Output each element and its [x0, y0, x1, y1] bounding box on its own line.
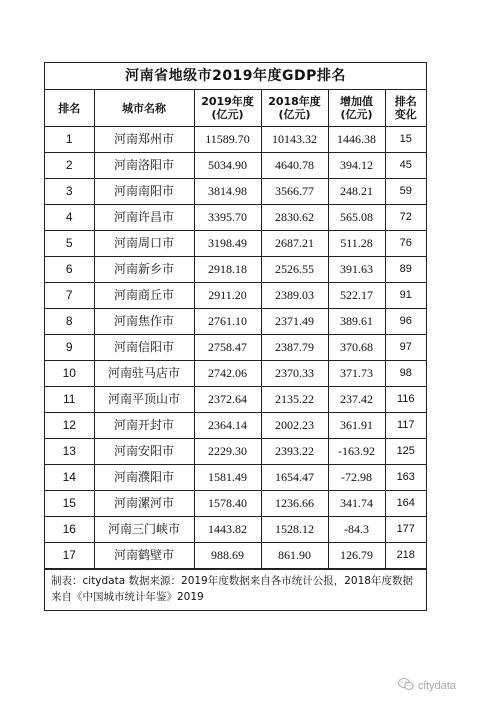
header-gdp2019-line2: (亿元) [211, 108, 244, 121]
header-change-line2: 变化 [394, 108, 417, 121]
cell-gdp2019: 988.69 [194, 543, 261, 569]
cell-gdp2019: 3814.98 [194, 179, 261, 205]
cell-rank: 17 [45, 543, 94, 569]
header-gdp2018 [261, 90, 328, 127]
header-gdp2018-line2: (亿元) [278, 108, 311, 121]
cell-city: 河南许昌市 [94, 205, 194, 231]
cell-gdp2019: 1443.82 [194, 517, 261, 543]
cell-city: 河南郑州市 [94, 127, 194, 153]
cell-gdp2018: 2526.55 [261, 257, 328, 283]
header-change-line1: 排名 [394, 95, 417, 108]
cell-change: 96 [385, 309, 426, 335]
cell-rank: 4 [45, 205, 94, 231]
cell-rank: 2 [45, 153, 94, 179]
cell-rank: 7 [45, 283, 94, 309]
header-gdp2018-line1: 2018年度 [268, 95, 321, 108]
cell-city: 河南驻马店市 [94, 361, 194, 387]
cell-change: 117 [385, 413, 426, 439]
cell-increase: -72.98 [328, 465, 385, 491]
cell-gdp2018: 2370.33 [261, 361, 328, 387]
cell-city: 河南信阳市 [94, 335, 194, 361]
cell-rank: 5 [45, 231, 94, 257]
cell-change: 97 [385, 335, 426, 361]
cell-gdp2018: 2135.22 [261, 387, 328, 413]
cell-increase: 371.73 [328, 361, 385, 387]
cell-gdp2018: 861.90 [261, 543, 328, 569]
cell-change: 45 [385, 153, 426, 179]
cell-city: 河南开封市 [94, 413, 194, 439]
cell-change: 72 [385, 205, 426, 231]
cell-increase: 1446.38 [328, 127, 385, 153]
header-gdp2019 [194, 90, 261, 127]
cell-city: 河南漯河市 [94, 491, 194, 517]
wechat-icon [398, 677, 414, 694]
cell-city: 河南商丘市 [94, 283, 194, 309]
cell-increase: 394.12 [328, 153, 385, 179]
cell-increase: 565.08 [328, 205, 385, 231]
table-row [45, 491, 426, 517]
cell-change: 91 [385, 283, 426, 309]
table-row [45, 205, 426, 231]
table-row [45, 335, 426, 361]
cell-increase: 370.68 [328, 335, 385, 361]
header-increase-line1: 增加值 [340, 95, 373, 108]
cell-increase: 511.28 [328, 231, 385, 257]
cell-city: 河南焦作市 [94, 309, 194, 335]
table-row [45, 257, 426, 283]
cell-gdp2019: 2372.64 [194, 387, 261, 413]
cell-city: 河南周口市 [94, 231, 194, 257]
cell-increase: 361.91 [328, 413, 385, 439]
cell-rank: 1 [45, 127, 94, 153]
cell-gdp2019: 2229.30 [194, 439, 261, 465]
cell-change: 76 [385, 231, 426, 257]
cell-increase: 248.21 [328, 179, 385, 205]
table-row [45, 127, 426, 153]
cell-change: 15 [385, 127, 426, 153]
cell-gdp2019: 2364.14 [194, 413, 261, 439]
gdp-ranking-document [44, 62, 427, 611]
cell-increase: 237.42 [328, 387, 385, 413]
cell-gdp2019: 11589.70 [194, 127, 261, 153]
gdp-table [45, 90, 426, 569]
cell-increase: 389.61 [328, 309, 385, 335]
cell-rank: 12 [45, 413, 94, 439]
cell-change: 125 [385, 439, 426, 465]
cell-increase: 522.17 [328, 283, 385, 309]
cell-rank: 15 [45, 491, 94, 517]
cell-rank: 11 [45, 387, 94, 413]
cell-gdp2018: 2830.62 [261, 205, 328, 231]
cell-gdp2018: 1654.47 [261, 465, 328, 491]
table-row [45, 543, 426, 569]
cell-city: 河南三门峡市 [94, 517, 194, 543]
header-increase-line2: (亿元) [340, 108, 373, 121]
cell-rank: 10 [45, 361, 94, 387]
source-note: 制表：citydata 数据来源：2019年度数据来自各市统计公报，2018年度数据来自《中国城市统计年鉴》2019 [45, 569, 426, 610]
cell-gdp2019: 2918.18 [194, 257, 261, 283]
cell-rank: 8 [45, 309, 94, 335]
cell-city: 河南鹤壁市 [94, 543, 194, 569]
cell-change: 59 [385, 179, 426, 205]
cell-gdp2018: 2687.21 [261, 231, 328, 257]
cell-gdp2018: 10143.32 [261, 127, 328, 153]
table-row [45, 465, 426, 491]
header-change [385, 90, 426, 127]
table-row [45, 387, 426, 413]
header-rank: 排名 [45, 90, 94, 127]
cell-gdp2018: 3566.77 [261, 179, 328, 205]
cell-gdp2019: 1578.40 [194, 491, 261, 517]
cell-gdp2019: 2761.10 [194, 309, 261, 335]
cell-gdp2018: 2002.23 [261, 413, 328, 439]
cell-gdp2019: 5034.90 [194, 153, 261, 179]
cell-gdp2018: 2389.03 [261, 283, 328, 309]
cell-change: 163 [385, 465, 426, 491]
header-row [45, 90, 426, 127]
cell-increase: 126.79 [328, 543, 385, 569]
cell-gdp2018: 2393.22 [261, 439, 328, 465]
cell-gdp2019: 2742.06 [194, 361, 261, 387]
cell-city: 河南平顶山市 [94, 387, 194, 413]
watermark [398, 677, 456, 694]
cell-gdp2018: 2387.79 [261, 335, 328, 361]
table-row [45, 439, 426, 465]
cell-rank: 6 [45, 257, 94, 283]
table-row [45, 413, 426, 439]
cell-change: 89 [385, 257, 426, 283]
cell-city: 河南南阳市 [94, 179, 194, 205]
cell-gdp2018: 1236.66 [261, 491, 328, 517]
cell-increase: -84.3 [328, 517, 385, 543]
cell-change: 177 [385, 517, 426, 543]
cell-gdp2019: 3198.49 [194, 231, 261, 257]
cell-rank: 3 [45, 179, 94, 205]
cell-gdp2019: 3395.70 [194, 205, 261, 231]
cell-gdp2019: 2911.20 [194, 283, 261, 309]
cell-city: 河南安阳市 [94, 439, 194, 465]
cell-city: 河南洛阳市 [94, 153, 194, 179]
header-gdp2019-line1: 2019年度 [201, 95, 254, 108]
cell-rank: 16 [45, 517, 94, 543]
cell-gdp2019: 2758.47 [194, 335, 261, 361]
table-row [45, 517, 426, 543]
table-row [45, 231, 426, 257]
cell-rank: 13 [45, 439, 94, 465]
table-row [45, 309, 426, 335]
table-row [45, 283, 426, 309]
cell-increase: 391.63 [328, 257, 385, 283]
cell-change: 116 [385, 387, 426, 413]
cell-increase: 341.74 [328, 491, 385, 517]
cell-increase: -163.92 [328, 439, 385, 465]
cell-gdp2018: 2371.49 [261, 309, 328, 335]
cell-city: 河南濮阳市 [94, 465, 194, 491]
cell-rank: 9 [45, 335, 94, 361]
cell-change: 164 [385, 491, 426, 517]
table-row [45, 361, 426, 387]
page-title: 河南省地级市2019年度GDP排名 [45, 63, 426, 90]
header-increase [328, 90, 385, 127]
cell-change: 218 [385, 543, 426, 569]
cell-city: 河南新乡市 [94, 257, 194, 283]
cell-gdp2018: 1528.12 [261, 517, 328, 543]
cell-gdp2018: 4640.78 [261, 153, 328, 179]
table-row [45, 179, 426, 205]
cell-rank: 14 [45, 465, 94, 491]
cell-gdp2019: 1581.49 [194, 465, 261, 491]
table-row [45, 153, 426, 179]
cell-change: 98 [385, 361, 426, 387]
header-city: 城市名称 [94, 90, 194, 127]
watermark-text: citydata [418, 679, 456, 692]
